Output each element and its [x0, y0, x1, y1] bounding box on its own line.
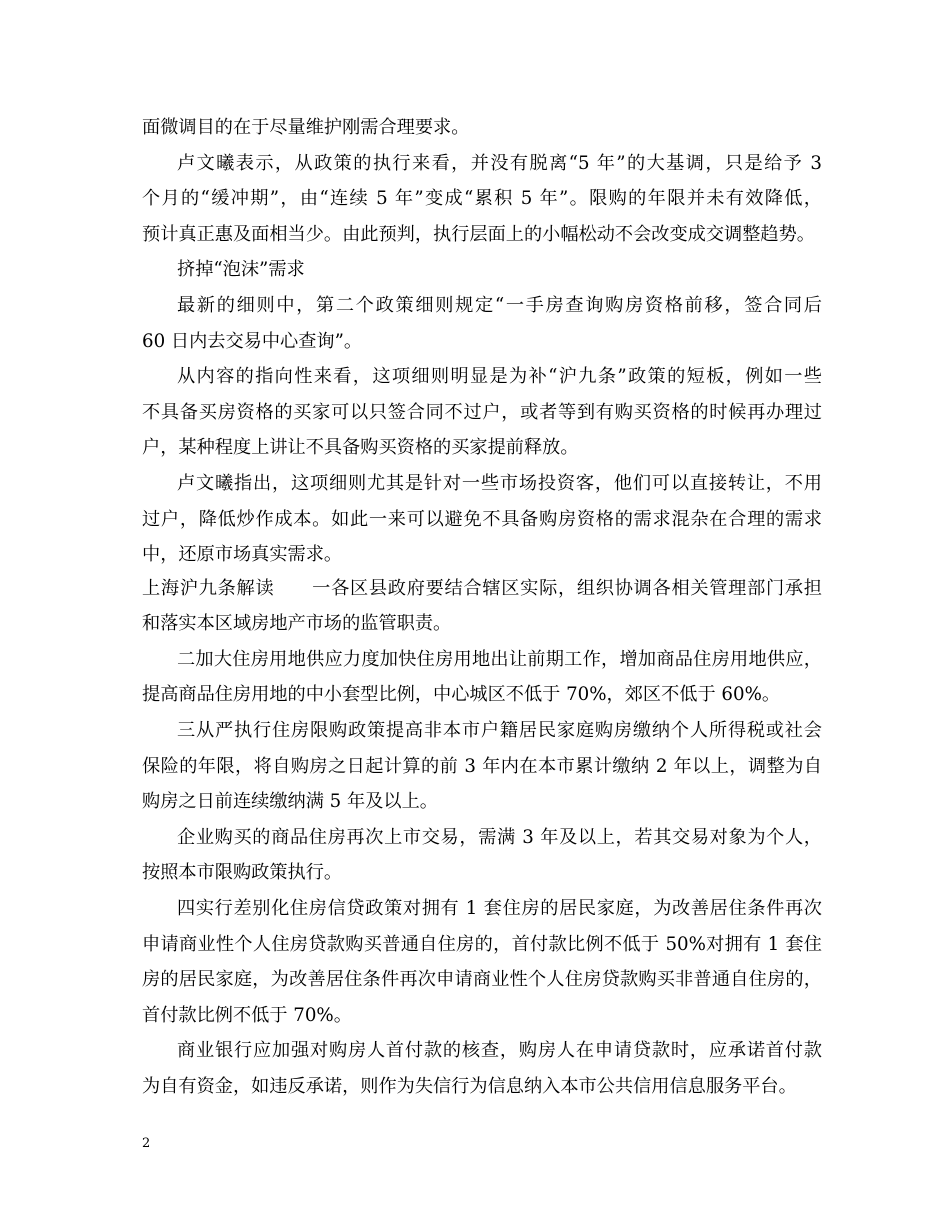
paragraph-line: 为自有资金，如违反承诺，则作为失信行为信息纳入本市公共信用信息服务平台。: [142, 1076, 797, 1097]
paragraph-line: 购房之日前连续缴纳满 5 年及以上。: [142, 791, 438, 812]
section-heading: 挤掉“泡沫”需求: [177, 259, 305, 280]
paragraph-line: 四实行差别化住房信贷政策对拥有 1 套住房的居民家庭，为改善居住条件再次: [177, 898, 822, 919]
paragraph-line: 提高商品住房用地的中小套型比例，中心城区不低于 70%，郊区不低于 60%。: [142, 684, 781, 705]
paragraph-line: 首付款比例不低于 70%。: [142, 1005, 352, 1026]
paragraph-line: 二加大住房用地供应力度加快住房用地出让前期工作，增加商品住房用地供应，: [177, 649, 822, 670]
paragraph-line: 预计真正惠及面相当少。由此预判，执行层面上的小幅松动不会改变成交调整趋势。: [142, 224, 815, 245]
paragraph-line: 按照本市限购政策执行。: [142, 862, 343, 883]
paragraph-line: 房的居民家庭，为改善居住条件再次申请商业性个人住房贷款购买非普通自住房的，: [142, 969, 822, 990]
paragraph-line: 卢文曦表示，从政策的执行来看，并没有脱离“5 年”的大基调，只是给予 3: [177, 153, 822, 174]
paragraph-line: 面微调目的在于尽量维护刚需合理要求。: [142, 117, 470, 138]
paragraph-line: 企业购买的商品住房再次上市交易，需满 3 年及以上，若其交易对象为个人，: [177, 827, 822, 848]
paragraph-line: 60 日内去交易中心查询”。: [142, 331, 363, 352]
paragraph-line: 最新的细则中，第二个政策细则规定“一手房查询购房资格前移，签合同后: [177, 295, 822, 316]
paragraph-line: 申请商业性个人住房贷款购买普通自住房的，首付款比例不低于 50%对拥有 1 套住: [142, 934, 822, 955]
paragraph-line: 过户，降低炒作成本。如此一来可以避免不具备购房资格的需求混杂在合理的需求: [142, 509, 822, 530]
paragraph-line: 三从严执行住房限购政策提高非本市户籍居民家庭购房缴纳个人所得税或社会: [177, 720, 822, 741]
paragraph-line: 户，某种程度上讲让不具备购买资格的买家提前释放。: [142, 437, 579, 458]
paragraph-line: 商业银行应加强对购房人首付款的核查，购房人在申请贷款时，应承诺首付款: [177, 1040, 822, 1061]
paragraph-line: 和落实本区域房地产市场的监管职责。: [142, 613, 452, 634]
paragraph-line: 保险的年限，将自购房之日起计算的前 3 年内在本市累计缴纳 2 年以上，调整为自: [142, 756, 822, 777]
paragraph-line: 卢文曦指出，这项细则尤其是针对一些市场投资客，他们可以直接转让，不用: [177, 473, 822, 494]
paragraph-line: 从内容的指向性来看，这项细则明显是为补“沪九条”政策的短板，例如一些: [177, 366, 822, 387]
paragraph-line: 中，还原市场真实需求。: [142, 544, 343, 565]
page-number: 2: [142, 1136, 151, 1151]
paragraph-line: 不具备买房资格的买家可以只签合同不过户，或者等到有购买资格的时候再办理过: [142, 402, 822, 423]
paragraph-line: 上海沪九条解读 一各区县政府要结合辖区实际，组织协调各相关管理部门承担: [142, 578, 822, 599]
paragraph-line: 个月的“缓冲期”，由“连续 5 年”变成“累积 5 年”。限购的年限并未有效降低，: [142, 188, 822, 209]
